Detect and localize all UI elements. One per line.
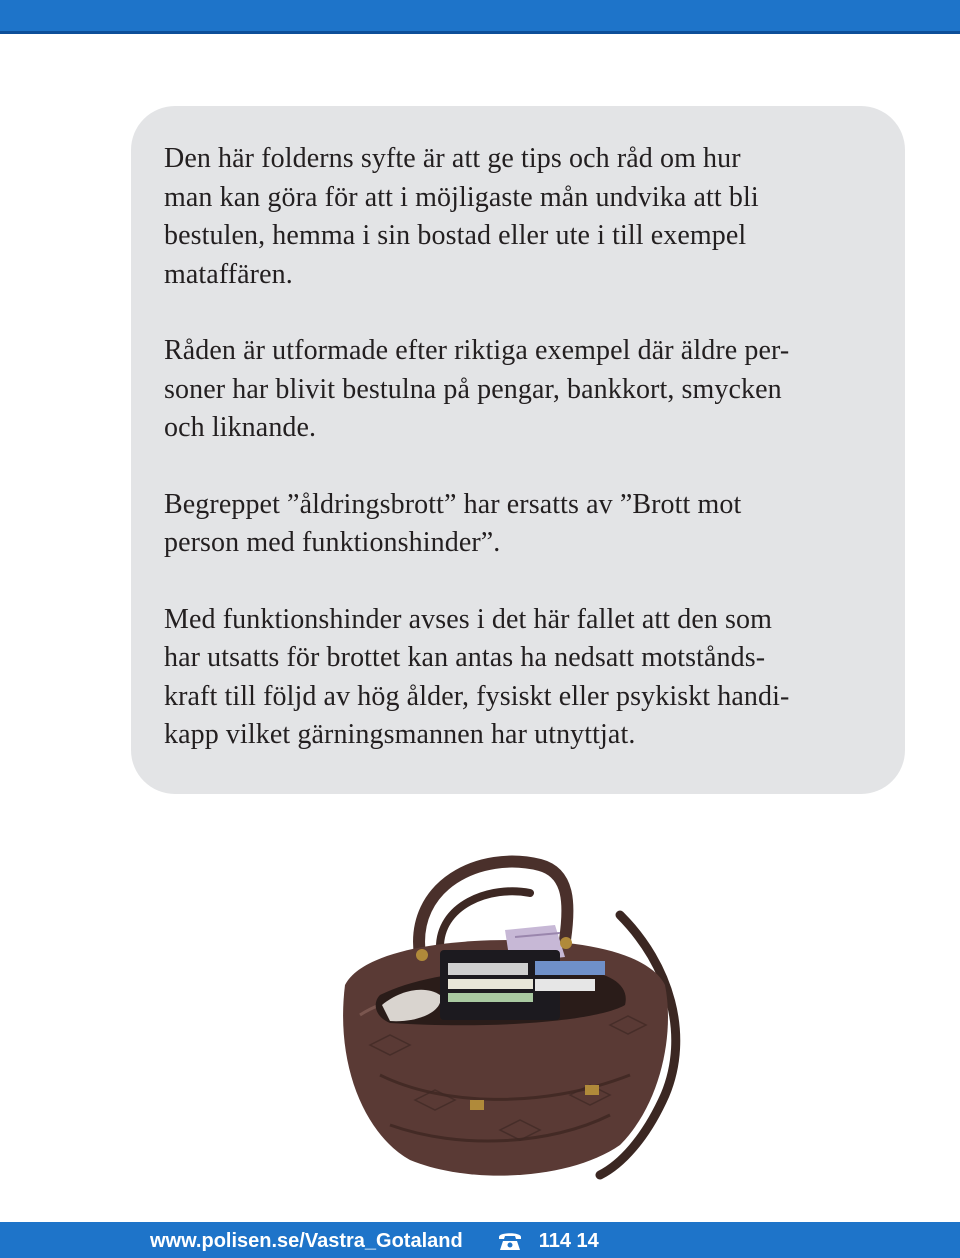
- terminology-paragraph: Begreppet ”åldringsbrott” har ersatts av ”Brott mot person med funktionshinder”.: [164, 488, 742, 558]
- examples-paragraph: Råden är utformade efter riktiga exempel där äldre per- soner har blivit bestulna på pengar, bankkort, smycken och liknande.: [164, 335, 790, 443]
- footer-contact: [150, 1228, 599, 1254]
- phone-number[interactable]: 114 14: [538, 1229, 599, 1252]
- header-rule: [0, 31, 960, 34]
- open-handbag-illustration: [320, 845, 700, 1190]
- header-bar: [0, 0, 960, 31]
- telephone-icon: [497, 1230, 523, 1252]
- definition-paragraph: Med funktionshinder avses i det här fallet att den som har utsatts för brottet kan antas ha nedsatt motstånds- kraft till följd av hög ålder, fysiskt eller psykiskt handi- kapp vilket gärningsmannen har utnyttjat.: [164, 603, 790, 750]
- intro-paragraph: Den här folderns syfte är att ge tips och råd om hur man kan göra för att i möjligaste mån undvika att bli bestulen, hemma i sin bostad eller ute i till exempel mataffären.: [164, 143, 759, 290]
- info-text-box: [131, 106, 905, 794]
- footer-bar: [0, 1222, 960, 1258]
- website-link[interactable]: www.polisen.se/Vastra_Gotaland: [150, 1229, 463, 1252]
